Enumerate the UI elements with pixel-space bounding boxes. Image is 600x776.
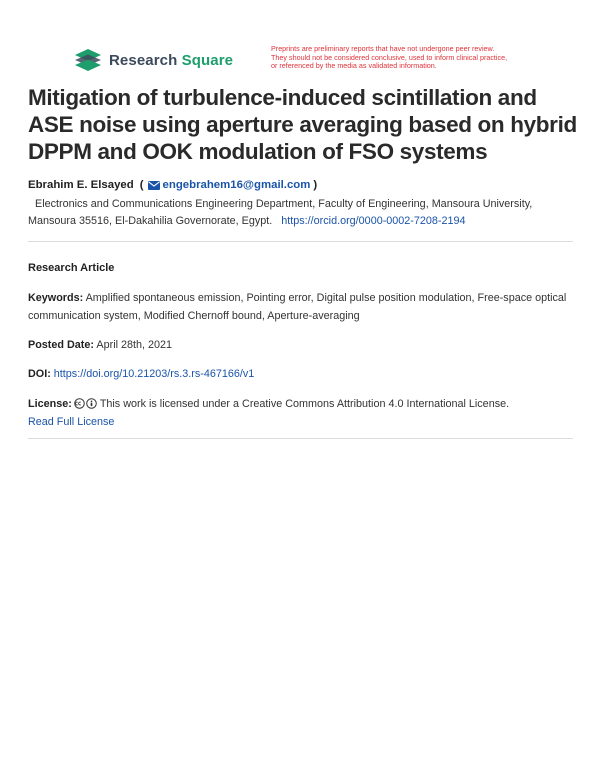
article-type: Research Article	[28, 262, 115, 274]
by-icon	[86, 398, 97, 409]
author-affiliation	[28, 196, 578, 230]
author-line	[28, 179, 317, 191]
read-full-license-link[interactable]: Read Full License	[28, 415, 115, 428]
author-close-paren: )	[313, 179, 318, 191]
orcid-link[interactable]: https://orcid.org/0000-0002-7208-2194	[281, 215, 466, 227]
divider-bottom	[28, 438, 573, 439]
license-icons	[74, 398, 98, 409]
keywords-label: Keywords:	[28, 292, 84, 304]
brand-name-part2: Square	[181, 51, 234, 69]
keywords-value: Amplified spontaneous emission, Pointing error, Digital pulse position modulation, Free-space optical communication system, Modified Chernoff bound, Aperture-averaging	[28, 292, 567, 322]
posted-date-value: April 28th, 2021	[96, 339, 173, 351]
cc-icon	[74, 398, 85, 409]
divider-top	[28, 241, 573, 242]
author-open-paren: (	[139, 179, 144, 191]
preprint-notice	[271, 45, 551, 71]
posted-date-field	[28, 337, 576, 355]
brand-name	[109, 52, 233, 69]
keywords-field	[28, 290, 576, 325]
license-text: This work is licensed under a Creative Commons Attribution 4.0 International License.	[99, 398, 510, 410]
research-square-logo-icon	[73, 48, 103, 72]
doi-field	[28, 366, 576, 384]
notice-line-3: or referenced by the media as validated information.	[271, 61, 437, 71]
license-field	[28, 396, 576, 431]
header	[73, 46, 553, 76]
author-name: Ebrahim E. Elsayed	[28, 179, 134, 191]
doi-label: DOI:	[28, 368, 51, 380]
posted-date-label: Posted Date:	[28, 339, 94, 351]
author-email-link[interactable]	[148, 179, 311, 191]
author-email: engebrahem16@gmail.com	[162, 179, 311, 191]
doi-link[interactable]: https://doi.org/10.21203/rs.3.rs-467166/v1	[53, 368, 255, 380]
research-square-logo[interactable]	[73, 48, 233, 72]
license-label: License:	[28, 398, 72, 410]
paper-title: Mitigation of turbulence-induced scintillation and ASE noise using aperture averaging based on hybrid DPPM and OOK modulation of FSO systems	[28, 85, 577, 164]
notice-line-2: They should not be considered conclusive, used to inform clinical practice,	[271, 52, 508, 62]
affiliation-text: Electronics and Communications Engineering Department, Faculty of Engineering, Mansoura University, Mansoura 35516, El-Dakahilia Governorate, Egypt.	[28, 198, 533, 227]
brand-name-part1: Research	[109, 51, 178, 69]
notice-line-1: Preprints are preliminary reports that have not undergone peer review.	[271, 44, 495, 53]
envelope-icon	[148, 181, 160, 190]
